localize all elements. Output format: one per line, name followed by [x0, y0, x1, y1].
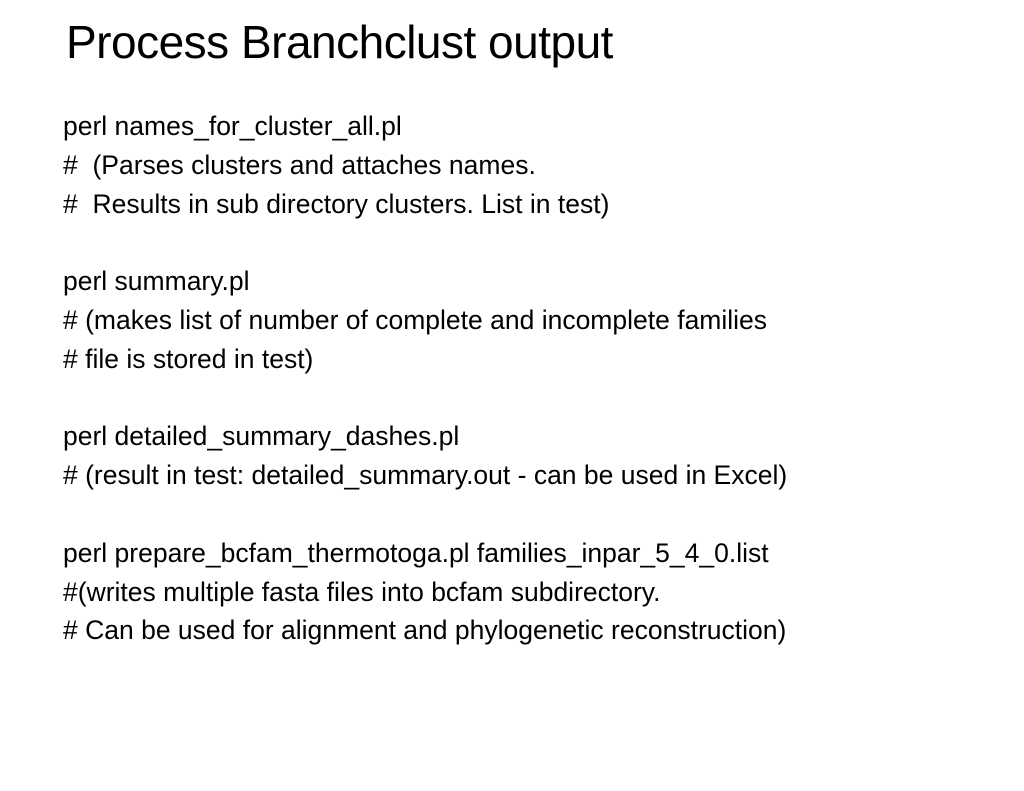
command-line: perl detailed_summary_dashes.pl — [63, 421, 460, 452]
comment-line: # (makes list of number of complete and incomplete families — [63, 304, 768, 335]
command-block-names-for-cluster — [63, 107, 1003, 223]
slide-title: Process Branchclust output — [66, 16, 613, 68]
comment-line: # (Parses clusters and attaches names. — [63, 149, 536, 180]
command-block-prepare-bcfam — [63, 534, 1003, 650]
command-line: perl prepare_bcfam_thermotoga.pl families_inpar_5_4_0.list — [63, 537, 769, 568]
comment-line: # file is stored in test) — [63, 343, 314, 374]
command-line: perl summary.pl — [63, 266, 250, 297]
command-block-summary — [63, 262, 1003, 378]
command-block-detailed-summary — [63, 417, 1003, 495]
command-line: perl names_for_cluster_all.pl — [63, 111, 402, 141]
slide-body — [63, 107, 1003, 689]
comment-line: #(writes multiple fasta files into bcfam subdirectory. — [63, 576, 661, 607]
comment-line: # Can be used for alignment and phylogenetic reconstruction) — [63, 615, 787, 646]
comment-line: # Results in sub directory clusters. List in test) — [63, 188, 610, 219]
comment-line: # (result in test: detailed_summary.out - can be used in Excel) — [63, 460, 788, 491]
